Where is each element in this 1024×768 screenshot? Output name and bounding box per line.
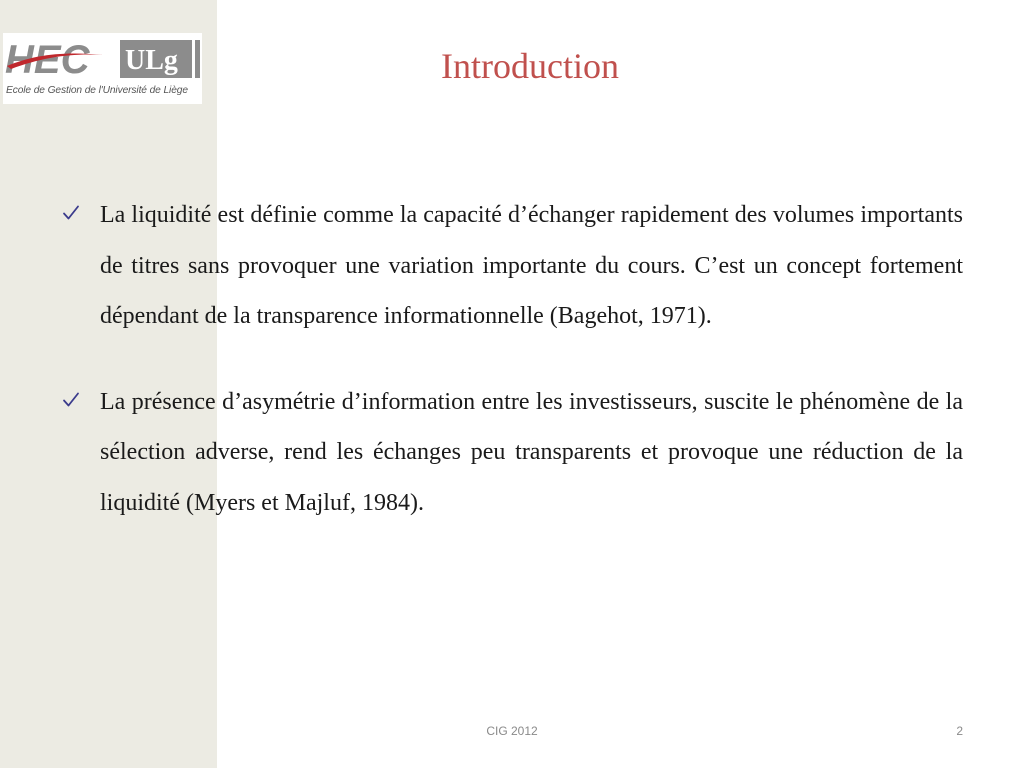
checkmark-icon — [62, 204, 80, 222]
logo-hec-text: HEC — [5, 38, 90, 82]
bullet-text: La liquidité est définie comme la capacité d’échanger rapidement des volumes importants de titres sans provoquer une variation importante du cours. C’est un concept fortement dépendant de la transparence informationnelle (Bagehot, 1971). — [100, 202, 963, 329]
logo-subtitle: Ecole de Gestion de l'Université de Liège — [6, 85, 188, 96]
hec-ulg-logo — [3, 33, 202, 104]
logo-ulg-text: ULg — [125, 45, 178, 76]
bullet-item — [62, 377, 963, 529]
bullet-list — [62, 190, 963, 528]
bullet-item — [62, 190, 963, 342]
slide-number: 2 — [956, 724, 963, 738]
slide-title: Introduction — [441, 46, 619, 86]
logo-graphic — [3, 33, 202, 85]
logo-ulg-bar — [195, 40, 200, 78]
checkmark-icon — [62, 391, 80, 409]
bullet-text: La présence d’asymétrie d’information entre les investisseurs, suscite le phénomène de la sélection adverse, rend les échanges peu transparents et provoque une réduction de la liquidité (Myers et Majluf, 1984). — [100, 388, 963, 516]
footer-event-label: CIG 2012 — [486, 724, 538, 738]
